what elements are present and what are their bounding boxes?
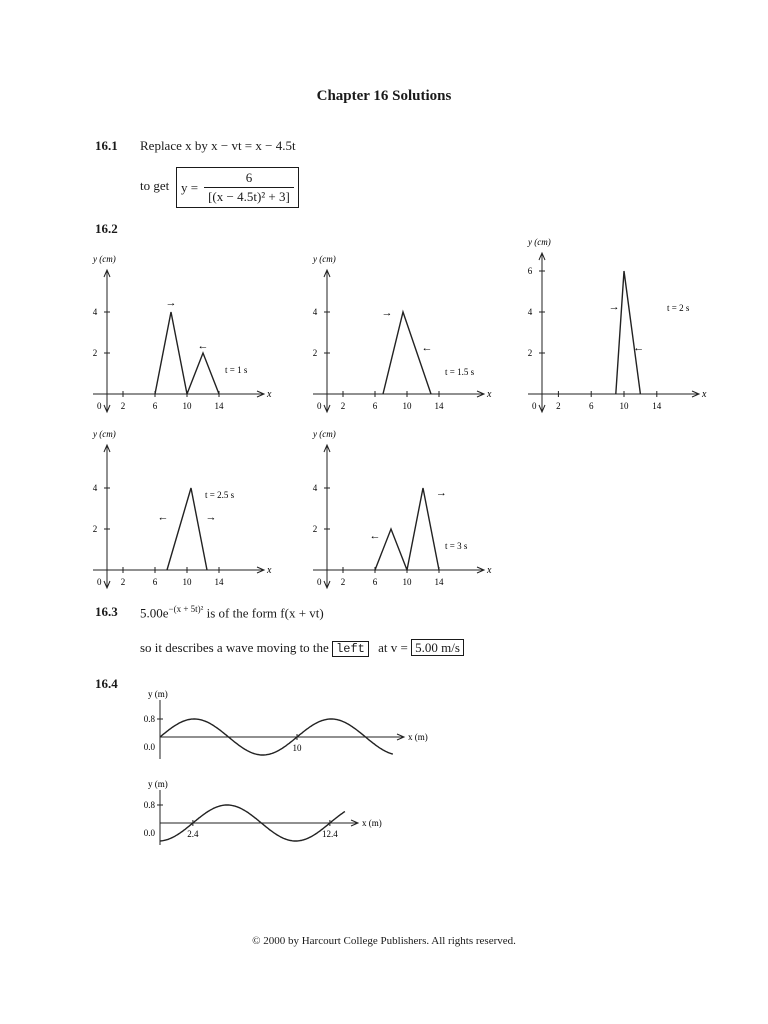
left-arrow-icon: ← [633,341,645,354]
x-tick-label: 6 [152,577,158,587]
x-axis-label: x [267,389,272,400]
y-tick-label: 0.8 [143,800,155,810]
right-arrow-icon: → [381,307,393,319]
problem-16-1-statement: Replace x by x − vt = x − 4.5t [140,138,296,153]
x-tick-label: 2 [120,577,126,587]
y-tick-label: 4 [92,483,98,493]
pulse-shape-line [616,271,641,394]
x-tick-label: 14 [214,401,224,411]
problem-16-3-expression [140,604,324,621]
y-axis-label: y (cm) [313,254,336,264]
x-tick-label: 0 [532,401,537,411]
chart-t2 [527,237,707,412]
y-tick-label: 4 [312,307,318,317]
y-tick-label: 0.8 [143,714,155,724]
y-tick-label: 2 [527,348,533,358]
x-tick-label: 0 [97,401,102,411]
problem-number-16-1: 16.1 [95,138,118,153]
chart-t1-5 [312,254,492,412]
y-tick-label: 4 [92,307,98,317]
x-tick-label: 2 [120,401,126,411]
y-tick-label: 2 [312,524,318,534]
y-axis-label: y (cm) [313,429,336,439]
time-label: t = 1.5 s [445,367,475,377]
at-v-label: at v = [378,640,408,655]
x-tick-label: 0 [317,401,322,411]
x-tick-label: 6 [372,577,378,587]
y-axis-label: y (m) [148,779,168,789]
wave-chart-1 [144,689,428,759]
x-tick-label: 6 [588,401,594,411]
x-tick-label: 10 [402,577,412,587]
x-tick-label: 14 [434,401,444,411]
x-tick-label: 12.4 [322,829,338,839]
page-title: Chapter 16 Solutions [316,88,452,104]
time-label: t = 2 s [667,303,690,313]
x-tick-label: 0 [317,577,322,587]
y-axis-label: y (cm) [93,254,116,264]
x-axis-label: x (m) [408,732,428,742]
origin-label: 0.0 [143,742,155,752]
problem-number-16-2: 16.2 [95,221,118,236]
time-label: t = 3 s [445,541,468,551]
y-axis-label: y (cm) [93,429,116,439]
right-arrow-icon: → [165,296,177,309]
x-tick-label: 10 [619,401,629,411]
chart-t1 [92,254,272,412]
problem-16-3-conclusion [140,640,464,656]
x-tick-label: 0 [97,577,102,587]
left-arrow-icon: ← [197,339,209,352]
y-tick-label: 6 [527,266,533,276]
to-get-label: to get [140,178,170,193]
time-label: t = 1 s [225,365,248,375]
right-arrow-icon: → [435,487,447,500]
x-tick-label: 6 [372,401,378,411]
problem-number-16-4: 16.4 [95,676,118,691]
left-arrow-icon: ← [369,530,381,543]
y-tick-label: 2 [92,348,98,358]
chart-t3 [312,429,492,588]
answer-speed-box: 5.00 m/s [411,639,464,656]
x-tick-label: 2.4 [187,829,199,839]
x-tick-label: 14 [434,577,444,587]
y-tick-label: 2 [92,524,98,534]
fraction-numerator: 6 [245,170,253,185]
expr-exponent: −(x + 5t)² [168,604,204,614]
x-tick-label: 10 [182,401,192,411]
y-axis-label: y (cm) [528,237,551,247]
answer-lhs: y = [181,179,199,195]
time-label: t = 2.5 s [205,490,235,500]
left-arrow-icon: ← [157,511,169,524]
y-axis-label: y (m) [148,689,168,699]
conclusion-text: so it describes a wave moving to the [140,640,333,655]
expr-main: 5.00e [140,605,169,621]
right-arrow-icon: → [205,511,217,524]
x-tick-label: 10 [182,577,192,587]
x-tick-label: 14 [652,401,662,411]
y-tick-label: 4 [527,307,533,317]
x-tick-label: 2 [340,577,346,587]
left-arrow-icon: ← [421,341,433,354]
wave-chart-2 [144,779,382,845]
x-axis-label: x (m) [362,818,382,828]
y-tick-label: 4 [312,483,318,493]
x-tick-label: 2 [556,401,561,411]
pulse-shape-line [375,488,439,570]
problem-number-16-3: 16.3 [95,604,118,619]
x-tick-label: 2 [340,401,346,411]
copyright-footer: © 2000 by Harcourt College Publishers. All rights reserved. [252,935,516,947]
x-tick-label: 14 [214,577,224,587]
right-arrow-icon: → [608,300,620,313]
x-axis-label: x [702,389,707,400]
pulse-shape-line [155,312,219,394]
x-axis-label: x [487,565,492,576]
x-tick-label: 10 [292,743,302,753]
y-tick-label: 2 [312,348,318,358]
expr-rest: is of the form f(x + vt) [203,605,324,621]
fraction-denominator: [(x − 4.5t)² + 3] [204,187,294,205]
x-axis-label: x [267,565,272,576]
pulse-shape-line [167,488,207,570]
answer-direction-box: left [332,641,369,657]
origin-label: 0.0 [143,828,155,838]
x-axis-label: x [487,389,492,400]
x-tick-label: 10 [402,401,412,411]
chart-t2-5 [92,429,272,588]
x-tick-label: 6 [152,401,158,411]
